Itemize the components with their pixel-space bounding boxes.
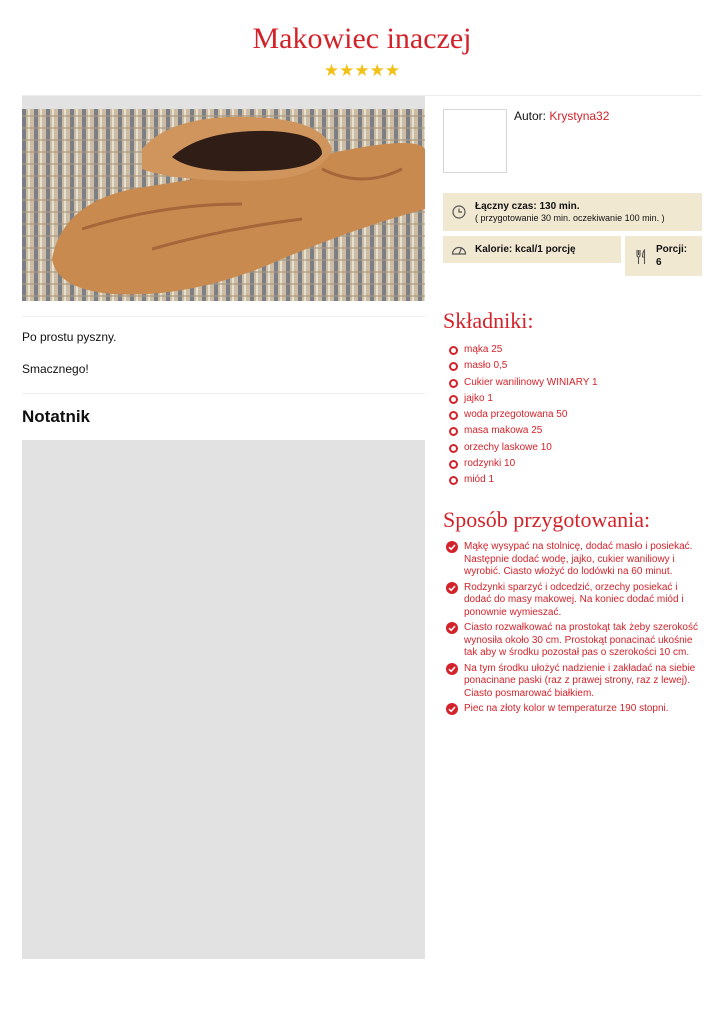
author-name-link[interactable]: Krystyna32 <box>549 109 610 123</box>
ingredient-item: mąka 25 <box>449 342 598 358</box>
scale-icon <box>451 242 467 256</box>
ingredient-item: Cukier wanilinowy WINIARY 1 <box>449 375 598 391</box>
step-item: Ciasto rozwałkować na prostokąt tak żeby szerokość wynosiła około 30 cm. Prostokąt ponacinać ukośnie tak aby w środku pozostał pas o szerokości 10 cm. <box>446 622 702 660</box>
check-circle-icon <box>446 663 458 675</box>
steps-list <box>446 541 702 719</box>
ingredient-item: jajko 1 <box>449 391 598 407</box>
bullet-icon <box>449 379 458 388</box>
step-item: Mąkę wysypać na stolnicę, dodać masło i posiekać. Następnie dodać wodę, jajko, cukier waniliowy i wyrobić. Ciasto włożyć do lodówki na 60 minut. <box>446 541 702 579</box>
description-line: Smacznego! <box>22 362 89 376</box>
bullet-icon <box>449 427 458 436</box>
bullet-icon <box>449 444 458 453</box>
step-item: Na tym środku ułożyć nadzienie i zakładać na siebie ponacinane paski (raz z prawej strony, raz z lewej). Ciasto posmarować białkiem. <box>446 663 702 701</box>
divider <box>22 316 425 317</box>
step-item: Piec na złoty kolor w temperaturze 190 stopni. <box>446 703 702 716</box>
ingredients-heading: Składniki: <box>443 308 534 333</box>
check-circle-icon <box>446 582 458 594</box>
check-circle-icon <box>446 703 458 715</box>
ingredient-item: miód 1 <box>449 472 598 488</box>
time-info-box <box>443 193 702 231</box>
author-line <box>514 109 609 123</box>
bullet-icon <box>449 460 458 469</box>
total-time: Łączny czas: 130 min. <box>475 201 580 212</box>
portions-label: Porcji: <box>656 244 688 255</box>
ingredient-item: masło 0,5 <box>449 358 598 374</box>
calories-box <box>443 236 621 263</box>
ingredient-item: woda przegotowana 50 <box>449 407 598 423</box>
photo-area <box>22 96 425 301</box>
portions-value: 6 <box>656 257 662 268</box>
author-label: Autor: <box>514 109 547 123</box>
bullet-icon <box>449 476 458 485</box>
recipe-photo <box>22 109 425 301</box>
ingredient-item: masa makowa 25 <box>449 423 598 439</box>
portions-box <box>625 236 702 276</box>
step-item: Rodzynki sparzyć i odcedzić, orzechy posiekać i dodać do masy makowej. Na koniec dodać miód i ponownie wymieszać. <box>446 582 702 620</box>
calories-text: Kalorie: kcal/1 porcję <box>475 244 576 255</box>
bullet-icon <box>449 346 458 355</box>
check-circle-icon <box>446 541 458 553</box>
check-circle-icon <box>446 622 458 634</box>
divider <box>22 393 425 394</box>
clock-icon <box>452 205 466 219</box>
cutlery-icon <box>635 249 647 265</box>
bullet-icon <box>449 362 458 371</box>
rating-stars: ★★★★★ <box>323 61 401 80</box>
author-avatar <box>443 109 507 173</box>
notes-area[interactable] <box>22 440 425 959</box>
page-title: Makowiec inaczej <box>252 22 472 55</box>
ingredient-item: rodzynki 10 <box>449 456 598 472</box>
description-line: Po prostu pyszny. <box>22 330 117 344</box>
method-heading: Sposób przygotowania: <box>443 507 651 532</box>
notes-title: Notatnik <box>22 407 90 426</box>
bullet-icon <box>449 411 458 420</box>
ingredients-list <box>449 342 598 489</box>
bullet-icon <box>449 395 458 404</box>
ingredient-item: orzechy laskowe 10 <box>449 440 598 456</box>
time-detail: ( przygotowanie 30 min. oczekiwanie 100 min. ) <box>475 213 665 223</box>
